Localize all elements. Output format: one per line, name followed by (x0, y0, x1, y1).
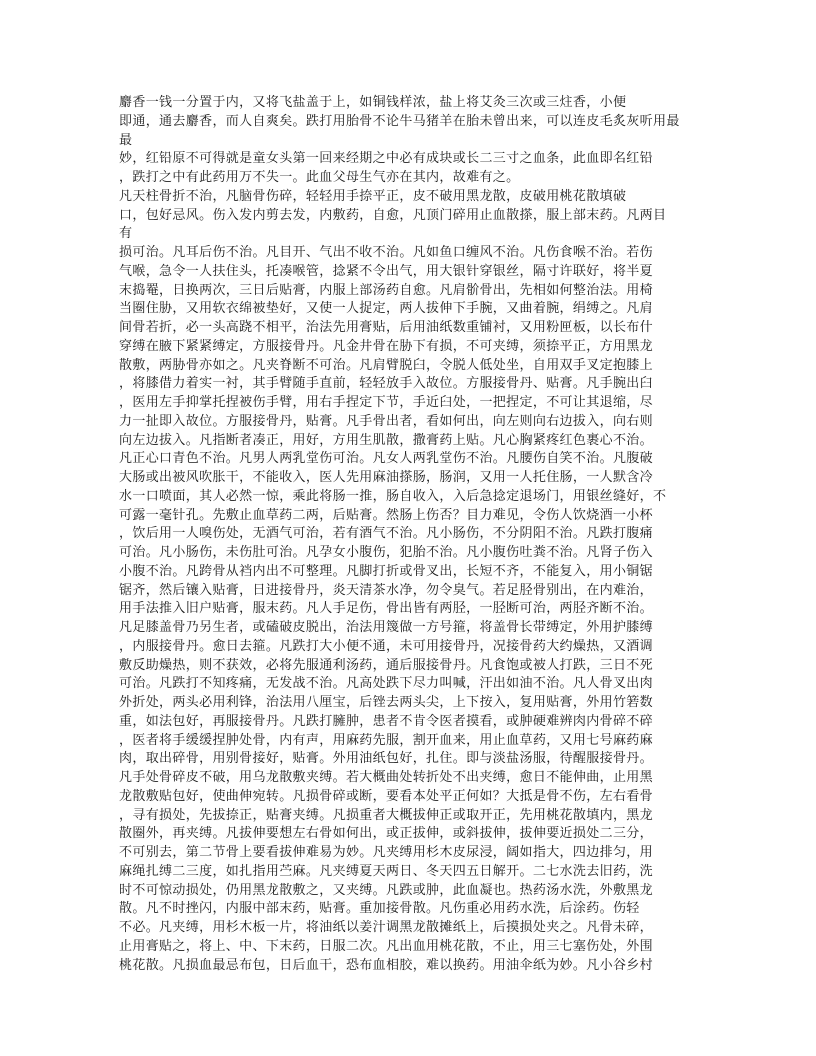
text-line: 间骨若折，必一头高跷不相平，治法先用膏贴，后用油纸数重铺衬，又用粉匣板，以长布什 (119, 320, 654, 335)
text-line: ，饮后用一人嗅伤处，无酒气可治，若有酒气不治。凡小肠伤，不分阴阳不治。凡跌打腹痛 (119, 526, 654, 542)
text-line: 散敷，两胁骨亦如之。凡夹脊断不可治。凡肩臂脱臼，令脱人低处坐，自用双手叉定抱膝上 (119, 357, 654, 373)
text-line: 锯齐，然后镶入贴膏，日进接骨丹，炎天清茶水净，勿令臭气。若足胫骨别出，在内难治， (119, 582, 654, 598)
text-line: 不必。凡夹缚，用杉木板一片，将油纸以姜汁调黑龙散摊纸上，后摸损处夹之。凡骨未碎， (119, 920, 654, 935)
text-line: ，内服接骨丹。愈日去箍。凡跌打大小便不通，未可用接骨丹，况接骨药大约燥热，又酒调 (119, 638, 654, 654)
text-line: 当圈住胁，又用软衣绵被垫好，又使一人捉定，两人拔伸下手腕，又曲着腕，绢缚之。凡肩 (119, 301, 654, 317)
text-line: 有 (119, 226, 133, 242)
text-line: 口，包好忌风。伤入发内剪去发，内敷药，自愈，凡顶门碎用止血散搽，服上部末药。凡两目 (119, 207, 667, 223)
text-line: 麝香一钱一分置于内，又将飞盐盖于上，如铜钱样浓，盐上将艾灸三次或三炷香，小便 (119, 95, 627, 110)
text-line: ，将膝借力着实一衬，其手臂随手直前，轻轻放手入故位。方服接骨丹、贴膏。凡手腕出臼 (119, 376, 654, 392)
text-line: 力一扯即入故位。方服接骨丹，贴膏。凡手骨出者，看如何出，向左则向右边拔入，向右则 (119, 413, 654, 429)
text-line: 凡天柱骨折不治，凡脑骨伤碎，轻轻用手捺平正，皮不破用黑龙散，皮破用桃花散填破 (119, 188, 627, 204)
text-line: 凡足膝盖骨乃另生者，或磕破皮脱出，治法用篾做一方号箍，将盖骨长带缚定，外用护膝缚 (119, 620, 654, 635)
text-line: 肉，取出碎骨，用别骨接好，贴膏。外用油纸包好，扎住。即与淡盐汤服，待醒服接骨丹。 (119, 751, 654, 767)
text-line: 麻绳扎缚二三度，如扎指用苎麻。凡夹缚夏天两日、冬天四五日解开。二七水洗去旧药，洗 (119, 863, 654, 879)
text-line: 末捣罨，日换两次，三日后贴膏，内服上部汤药自愈。凡肩骱骨出，先相如何整治法。用椅 (119, 282, 654, 298)
text-line: ，医用左手抑掌托捏被伤手臂，用右手捏定下节，手近臼处，一把捏定，不可让其退缩，尽 (119, 395, 654, 410)
text-line: 散圈外，再夹缚。凡拔伸要想左右骨如何出，或正拔伸，或斜拔伸，拔伸要近损处二三分， (119, 826, 654, 842)
text-line: 止用膏贴之，将上、中、下末药，日服二次。凡出血用桃花散，不止，用三七塞伤处，外围 (119, 938, 654, 954)
text-line: 可治。凡小肠伤，未伤肚可治。凡孕女小腹伤，犯胎不治。凡小腹伤吐粪不治。凡肾子伤入 (119, 545, 654, 560)
text-line: 重，如法包好，再服接骨丹。凡跌打臃肿，患者不肯令医者摸看，或肿硬难辨肉内骨碎不碎 (119, 713, 654, 729)
text-line: 散。凡不时挫闪，内服中部末药，贴膏。重加接骨散。凡伤重必用药水洗，后涂药。伤轻 (119, 901, 640, 917)
text-line: ，医者将手缓缓捏肿处骨，内有声，用麻药先服，割开血来，用止血草药，又用七号麻药麻 (119, 732, 654, 748)
text-line: 大肠或出被风吹胀干，不能收入，医人先用麻油搽肠，肠润，又用一人托住肠，一人默含冷 (119, 470, 654, 485)
text-line: 凡正心口青色不治。凡男人两乳堂伤可治。凡女人两乳堂伤不治。凡腰伤自笑不治。凡腹破 (119, 451, 654, 467)
document-page (119, 94, 709, 975)
text-line: 可治。凡跌打不知疼痛，无发战不治。凡高处跌下尽力叫喊，汗出如油不治。凡人骨叉出肉 (119, 676, 654, 692)
text-line: 时不可惊动损处，仍用黑龙散敷之，又夹缚。凡跌或肿，此血凝也。热药汤水洗，外敷黑龙 (119, 882, 654, 898)
text-line: 最 (119, 132, 133, 148)
text-line: ，寻有损处，先拔捺正，贴膏夹缚。凡损重者大概拔伸正或取开正，先用桃花散填内，黑龙 (119, 807, 654, 823)
text-line: 龙散敷贴包好，使曲伸宛转。凡损骨碎或断，要看本处平正何如？大抵是骨不伤，左右看骨 (119, 788, 654, 804)
text-line: 敷反助燥热，则不获效，必将先服通利汤药，通后服接骨丹。凡食饱或被人打跌，三日不死 (119, 657, 654, 673)
text-line: ，跌打之中有此药用万不失一。此血父母生气亦在其内，故难有之。 (119, 170, 520, 185)
text-line: 凡手处骨碎皮不破，用乌龙散敷夹缚。若大概曲处转折处不出夹缚，愈日不能伸曲，止用黑 (119, 770, 654, 785)
text-line: 不可别去，第二节骨上要看拔伸难易为妙。凡夹缚用杉木皮尿浸，阔如指大，四边排匀，用 (119, 845, 654, 860)
text-line: 用手法推入旧户贴膏，服末药。凡人手足伤，骨出皆有两胫，一胫断可治，两胫齐断不治。 (119, 601, 654, 617)
text-line: 桃花散。凡损血最忌布包，日后血干，恐布血相胶，难以换药。用油伞纸为妙。凡小谷乡村 (119, 957, 654, 973)
text-line: 损可治。凡耳后伤不治。凡目开、气出不收不治。凡如鱼口缠风不治。凡伤食喉不治。若伤 (119, 245, 654, 260)
text-line: 小腹不治。凡跨骨从裆内出不可整理。凡脚打折或骨叉出，长短不齐，不能复入，用小铜锯 (119, 563, 654, 579)
text-line: 穿缚在腋下紧紧缚定，方服接骨丹。凡金井骨在胁下有损，不可夹缚，须捺平正，方用黑龙 (119, 338, 654, 354)
text-line: 水一口喷面，其人必然一惊，乘此将肠一推，肠自收入，入后急捻定退场门，用银丝缝好，不 (119, 488, 667, 504)
text-line: 向左边拔入。凡指断者凑正，用好，方用生肌散，撒膏药上贴。凡心胸紧疼红色裹心不治。 (119, 432, 654, 448)
text-line: 气喉，急令一人扶住头，托凑喉管，捻紧不令出气，用大银针穿银丝，隔寸许联好，将半夏 (119, 263, 654, 279)
text-line: 即通，通去麝香，而人自爽矣。跌打用胎骨不论牛马猪羊在胎未曾出来，可以连皮毛炙灰听用最 (119, 113, 680, 129)
text-line: 妙，红铅原不可得就是童女头第一回来经期之中必有成块或长二三寸之血条，此血即名红铅 (119, 151, 654, 167)
text-line: 可露一毫针孔。先敷止血草药二两，后贴膏。然肠上伤否？目力难见，令伤人饮烧酒一小杯 (119, 507, 654, 523)
text-line: 外折处，两头必用利锋，治法用八厘宝，后锉去两头尖，上下按入，复用贴膏，外用竹箬数 (119, 695, 654, 710)
